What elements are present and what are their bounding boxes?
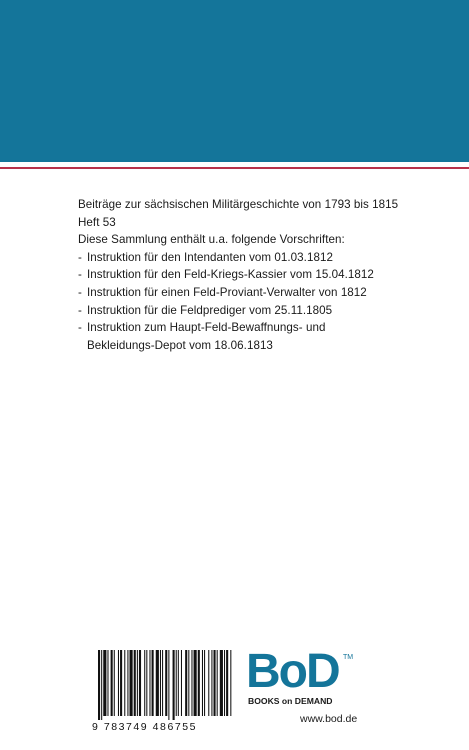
isbn-barcode <box>92 650 236 738</box>
barcode-bar <box>230 650 231 716</box>
barcode-bar <box>198 650 200 716</box>
barcode-bar <box>103 650 106 716</box>
barcode-digits: 9 783749 486755 <box>92 721 197 733</box>
barcode-bar <box>144 650 145 716</box>
barcode-bar <box>101 650 102 720</box>
series-title: Beiträge zur sächsischen Militärgeschichte von 1793 bis 1815 <box>78 198 399 211</box>
barcode-bar <box>120 650 122 716</box>
publisher-tagline: BOOKS on DEMAND <box>248 696 333 706</box>
barcode-bar <box>185 650 187 716</box>
barcode-bars <box>92 650 236 720</box>
barcode-bar <box>194 650 197 716</box>
list-item: - Instruktion für die Feldprediger vom 25.11.1805 <box>78 303 333 317</box>
barcode-bar <box>208 650 209 716</box>
barcode-bar <box>111 650 113 716</box>
barcode-bar <box>220 650 223 716</box>
list-item: - Instruktion für einen Feld-Proviant-Verwalter von 1812 <box>78 285 367 299</box>
header-band <box>0 0 469 162</box>
barcode-bar <box>191 650 192 716</box>
barcode-bar <box>202 650 203 716</box>
barcode-bar <box>130 650 133 716</box>
barcode-bar <box>181 650 182 716</box>
issue-number: Heft 53 <box>78 215 116 229</box>
barcode-bar <box>204 650 205 716</box>
trademark-mark: TM <box>343 654 354 661</box>
barcode-bar <box>176 650 177 716</box>
barcode-bar <box>162 650 163 716</box>
list-item: - Instruktion für den Feld-Kriegs-Kassier vom 15.04.1812 <box>78 268 374 282</box>
bod-logo-text: BoD <box>246 645 339 698</box>
barcode-bar <box>118 650 119 716</box>
back-cover-blurb <box>78 196 448 354</box>
barcode-bar <box>214 650 216 716</box>
barcode-bar <box>168 650 169 720</box>
list-item: - Instruktion für den Intendanten vom 01.03.1812 <box>78 250 333 264</box>
header-rule <box>0 167 469 169</box>
barcode-bar <box>107 650 108 716</box>
barcode-bar <box>173 650 175 720</box>
publisher-url[interactable]: www.bod.de <box>300 713 358 725</box>
barcode-bar <box>146 650 147 716</box>
barcode-bar <box>217 650 218 716</box>
barcode-bar <box>156 650 159 716</box>
barcode-bar <box>178 650 179 716</box>
barcode-bar <box>139 650 141 716</box>
barcode-bar <box>160 650 161 716</box>
publisher-logo <box>246 645 368 710</box>
barcode-bar <box>114 650 115 716</box>
barcode-bar <box>224 650 225 716</box>
barcode-bar <box>149 650 150 716</box>
barcode-bar <box>165 650 167 716</box>
barcode-bar <box>134 650 136 716</box>
barcode-bar <box>211 650 212 716</box>
barcode-bar <box>152 650 154 716</box>
barcode-bar <box>124 650 125 716</box>
blurb-intro: Diese Sammlung enthält u.a. folgende Vorschriften: <box>78 233 345 247</box>
barcode-bar <box>127 650 128 716</box>
barcode-bar <box>98 650 100 720</box>
list-item-continuation: Bekleidungs-Depot vom 18.06.1813 <box>87 338 273 352</box>
barcode-bar <box>188 650 189 716</box>
barcode-bar <box>137 650 138 716</box>
list-item: - Instruktion zum Haupt-Feld-Bewaffnungs- und <box>78 321 326 335</box>
barcode-bar <box>226 650 228 716</box>
